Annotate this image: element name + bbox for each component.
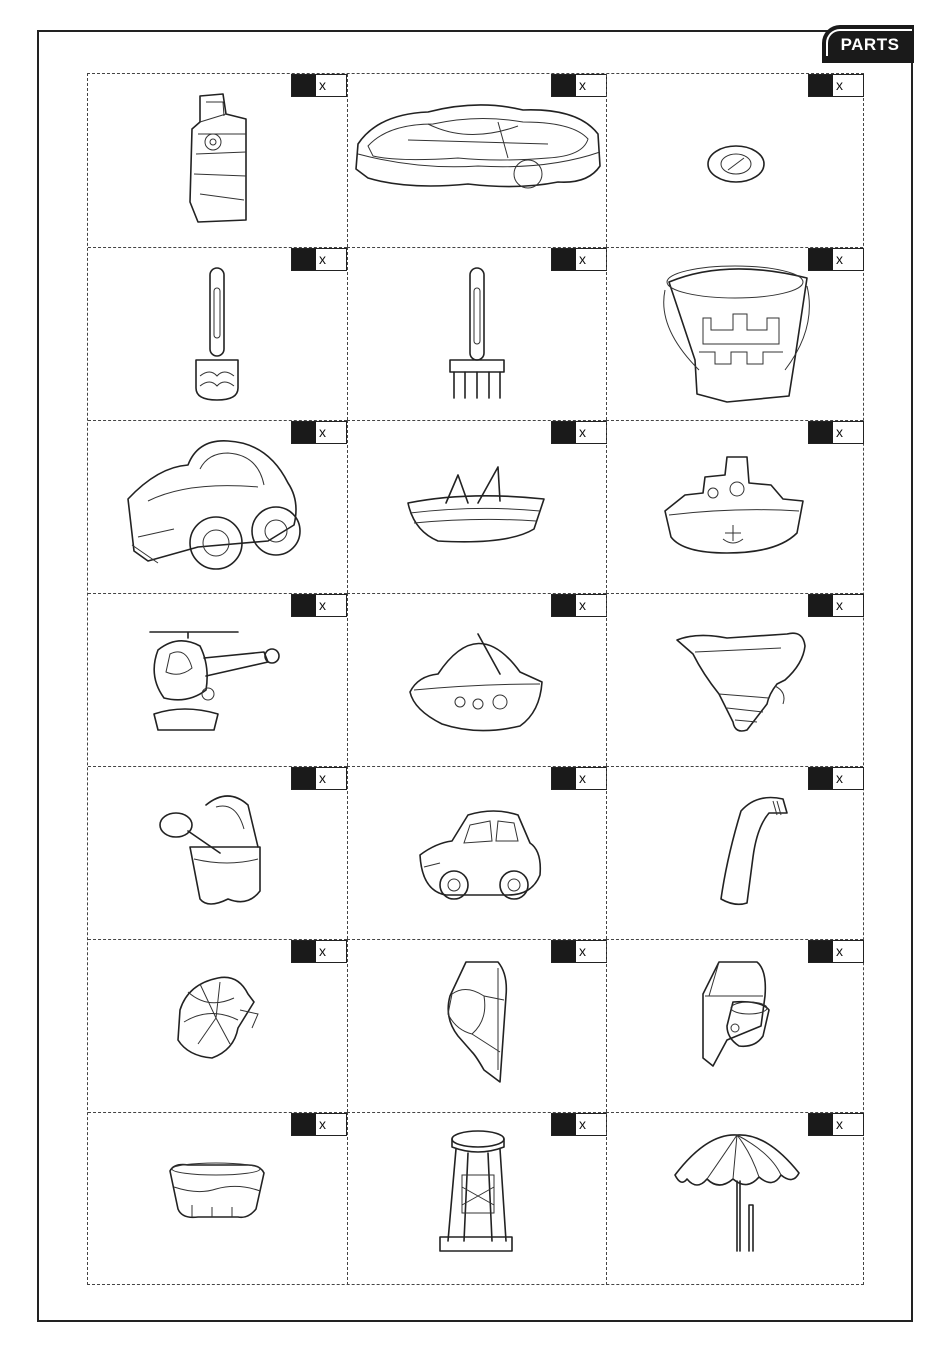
quantity-multiplier: x: [836, 1116, 843, 1132]
quantity-multiplier: x: [579, 251, 586, 267]
part-cell: [88, 766, 347, 939]
quantity-multiplier: x: [579, 943, 586, 959]
quantity-value: [809, 595, 833, 616]
part-cell: [347, 247, 606, 420]
quantity-multiplier: x: [319, 770, 326, 786]
part-cell: [347, 1112, 606, 1285]
part-cell: [347, 593, 606, 766]
umbrella-icon: [607, 1113, 865, 1285]
pitcher-icon: [607, 594, 865, 766]
quantity-multiplier: x: [836, 424, 843, 440]
quantity-value: [809, 249, 833, 270]
sand-wheel-tower-icon: [88, 74, 346, 246]
quantity-label: [808, 1113, 864, 1136]
quantity-multiplier: x: [319, 251, 326, 267]
quantity-label: [808, 767, 864, 790]
quantity-multiplier: x: [579, 1116, 586, 1132]
part-cell: [606, 939, 863, 1112]
quantity-value: [552, 75, 576, 96]
quantity-multiplier: x: [319, 424, 326, 440]
quantity-label: [291, 421, 347, 444]
part-cell: [606, 593, 863, 766]
quantity-value: [292, 768, 316, 789]
quantity-multiplier: x: [319, 1116, 326, 1132]
quantity-label: [551, 940, 607, 963]
toy-car-icon: [88, 421, 346, 593]
quantity-value: [809, 1114, 833, 1135]
part-cell: [88, 1112, 347, 1285]
rake-icon: [348, 248, 606, 420]
part-cell: [88, 420, 347, 593]
quantity-multiplier: x: [836, 943, 843, 959]
wheel-housing-icon: [348, 940, 606, 1112]
parts-grid: [87, 73, 864, 1285]
quantity-value: [552, 768, 576, 789]
helicopter-icon: [88, 594, 346, 766]
quantity-label: [808, 421, 864, 444]
part-cell: [88, 74, 347, 247]
sand-mill-tower-icon: [348, 1113, 606, 1285]
section-tab-label: PARTS: [826, 29, 912, 56]
quantity-multiplier: x: [579, 424, 586, 440]
quantity-label: [551, 248, 607, 271]
mold-cup-icon: [88, 1113, 346, 1285]
quantity-value: [552, 595, 576, 616]
quantity-label: [551, 421, 607, 444]
quantity-label: [551, 767, 607, 790]
quantity-label: [291, 594, 347, 617]
part-cell: [347, 420, 606, 593]
part-cell: [347, 766, 606, 939]
part-cell: [606, 1112, 863, 1285]
quantity-multiplier: x: [579, 597, 586, 613]
drain-plug-icon: [607, 74, 865, 246]
quantity-label: [291, 1113, 347, 1136]
quantity-value: [809, 75, 833, 96]
part-cell: [88, 939, 347, 1112]
quantity-label: [808, 940, 864, 963]
cup-housing-icon: [607, 940, 865, 1112]
quantity-multiplier: x: [836, 770, 843, 786]
quantity-multiplier: x: [836, 77, 843, 93]
quantity-label: [551, 594, 607, 617]
quantity-value: [292, 1114, 316, 1135]
quantity-label: [808, 248, 864, 271]
part-cell: [88, 593, 347, 766]
castle-bucket-icon: [607, 248, 865, 420]
quantity-multiplier: x: [836, 597, 843, 613]
part-cell: [88, 247, 347, 420]
quantity-value: [292, 595, 316, 616]
tugboat-mold-icon: [607, 421, 865, 593]
water-wheel-icon: [88, 940, 346, 1112]
sailboat-icon: [348, 421, 606, 593]
part-cell: [606, 420, 863, 593]
quantity-value: [809, 941, 833, 962]
quantity-value: [292, 941, 316, 962]
quantity-multiplier: x: [319, 943, 326, 959]
quantity-value: [552, 1114, 576, 1135]
quantity-label: [808, 74, 864, 97]
quantity-value: [552, 941, 576, 962]
boat-mold-icon: [348, 594, 606, 766]
quantity-label: [551, 1113, 607, 1136]
watering-can-icon: [88, 767, 346, 939]
part-cell: [606, 247, 863, 420]
chute-icon: [607, 767, 865, 939]
quantity-multiplier: x: [319, 77, 326, 93]
part-cell: [347, 939, 606, 1112]
quantity-value: [809, 768, 833, 789]
quantity-value: [552, 249, 576, 270]
quantity-value: [552, 422, 576, 443]
quantity-label: [291, 248, 347, 271]
part-cell: [606, 766, 863, 939]
quantity-label: [551, 74, 607, 97]
spade-icon: [88, 248, 346, 420]
quantity-label: [808, 594, 864, 617]
quantity-value: [292, 249, 316, 270]
car-mold-icon: [348, 767, 606, 939]
quantity-multiplier: x: [579, 770, 586, 786]
quantity-label: [291, 74, 347, 97]
quantity-label: [291, 940, 347, 963]
quantity-value: [292, 422, 316, 443]
quantity-label: [291, 767, 347, 790]
quantity-multiplier: x: [579, 77, 586, 93]
quantity-multiplier: x: [836, 251, 843, 267]
part-cell: [347, 74, 606, 247]
quantity-value: [809, 422, 833, 443]
quantity-multiplier: x: [319, 597, 326, 613]
sandbox-tray-icon: [348, 74, 606, 246]
part-cell: [606, 74, 863, 247]
quantity-value: [292, 75, 316, 96]
